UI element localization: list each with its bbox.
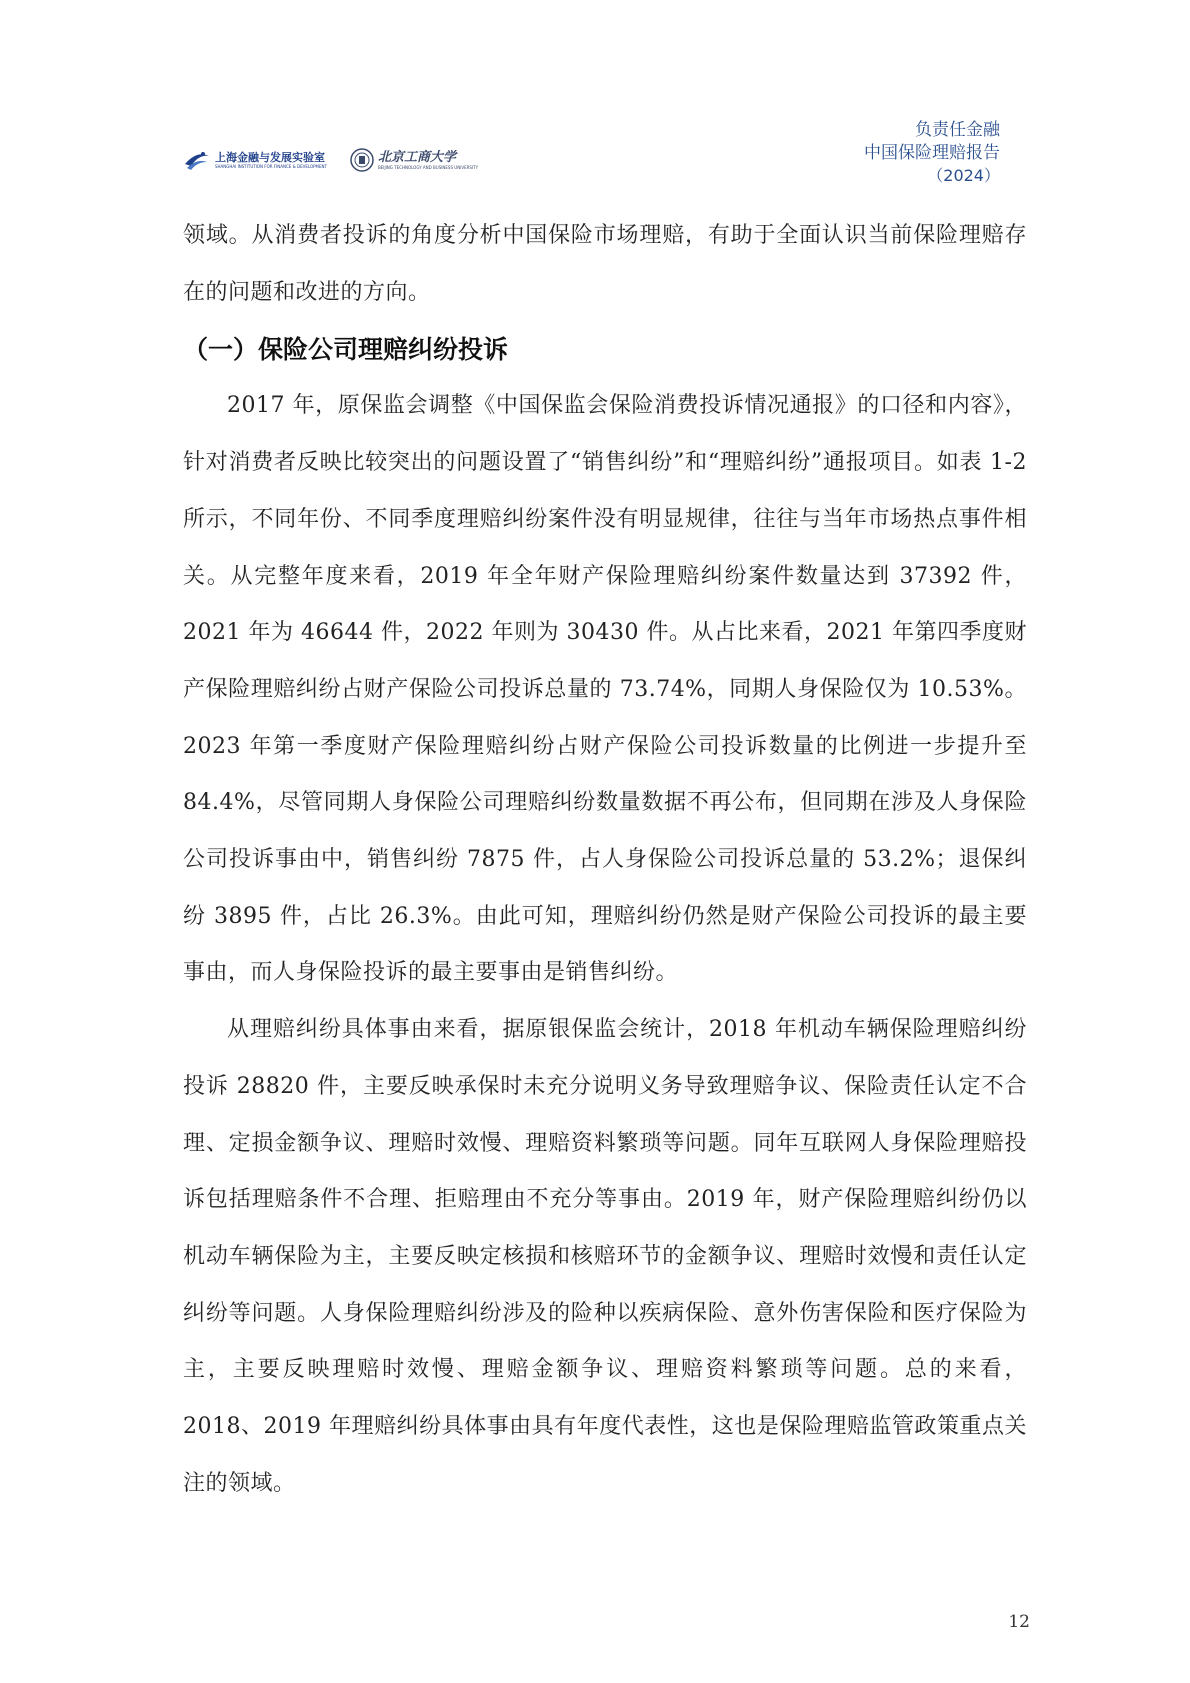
- report-title: 中国保险理赔报告: [864, 143, 1000, 163]
- shanghai-institute-name: 上海金融与发展实验室: [215, 150, 325, 164]
- body-paragraph-1: 2017 年，原保监会调整《中国保监会保险消费投诉情况通报》的口径和内容》，针对消费者反映比较突出的问题设置了“销售纠纷”和“理赔纠纷”通报项目。如表 1-2 所示，不同年份、不同季度理赔纠纷案件没有明显规律，往往与当年市场热点事件相关。从完整年度来看，2019 年全年财产保险理赔纠纷案件数量达到 37392 件，2021 年为 46644 件，2022 年则为 30430 件。从占比来看，2021 年第四季度财产保险理赔纠纷占财产保险公司投诉总量的 73.74%，同期人身保险仅为 10.53%。2023 年第一季度财产保险理赔纠纷占财产保险公司投诉数量的比例进一步提升至 84.4%，尽管同期人身保险公司理赔纠纷数量数据不再公布，但同期在涉及人身保险公司投诉事由中，销售纠纷 7875 件，占人身保险公司投诉总量的 53.2%；退保纠纷 3895 件，占比 26.3%。由此可知，理赔纠纷仍然是财产保险公司投诉的最主要事由，而人身保险投诉的最主要事由是销售纠纷。: [183, 393, 1027, 986]
- report-series-title: 负责任金融: [915, 120, 1000, 140]
- intro-paragraph: 领域。从消费者投诉的角度分析中国保险市场理赔，有助于全面认识当前保险理赔存在的问题和改进的方向。: [183, 223, 1027, 305]
- btbu-name: 北京工商大学: [378, 149, 457, 165]
- section-heading: （一）保险公司理赔纠纷投诉: [183, 335, 509, 365]
- report-year: （2024）: [927, 166, 1000, 185]
- shanghai-institute-logo: [183, 145, 327, 175]
- body-paragraph-2: 从理赔纠纷具体事由来看，据原银保监会统计，2018 年机动车辆保险理赔纠纷投诉 28820 件，主要反映承保时未充分说明义务导致理赔争议、保险责任认定不合理、定损金额争议、理赔时效慢、理赔资料繁琐等问题。同年互联网人身保险理赔投诉包括理赔条件不合理、拒赔理由不充分等事由。2019 年，财产保险理赔纠纷仍以机动车辆保险为主，主要反映定核损和核赔环节的金额争议、理赔时效慢和责任认定纠纷等问题。人身保险理赔纠纷涉及的险种以疾病保险、意外伤害保险和医疗保险为主，主要反映理赔时效慢、理赔金额争议、理赔资料繁琐等问题。总的来看，2018、2019 年理赔纠纷具体事由具有年度代表性，这也是保险理赔监管政策重点关注的领域。: [183, 1017, 1027, 1496]
- btbu-logo: [350, 145, 478, 175]
- btbu-seal-icon: [350, 148, 374, 172]
- report-title-block: [864, 118, 1000, 187]
- shanghai-institute-logo-icon: [183, 148, 211, 172]
- page-content: [183, 208, 1027, 1512]
- page-number: 12: [1008, 1612, 1030, 1632]
- shanghai-institute-subtitle: SHANGHAI INSTITUTION FOR FINANCE & DEVELOPMENT: [215, 163, 327, 169]
- btbu-subtitle: BEIJING TECHNOLOGY AND BUSINESS UNIVERSITY: [378, 164, 479, 170]
- page-header: [0, 0, 1190, 200]
